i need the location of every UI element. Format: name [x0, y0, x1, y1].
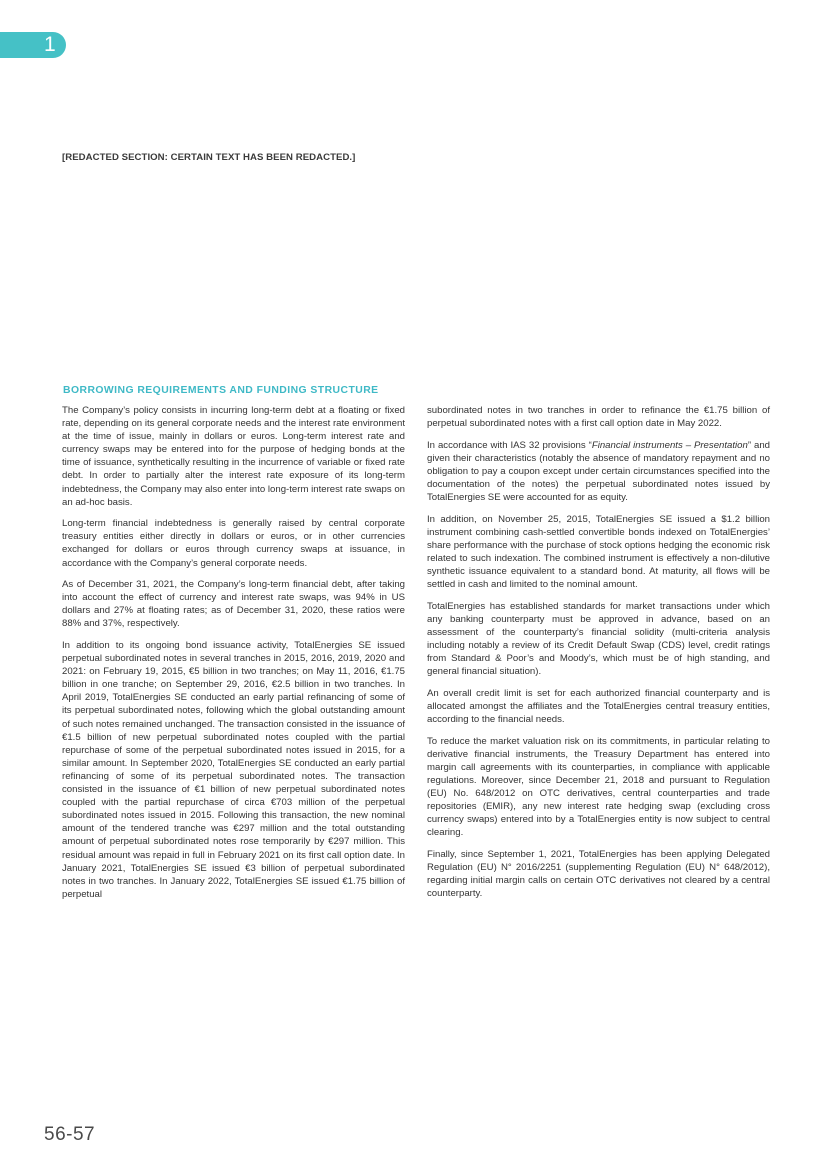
- paragraph: In addition to its ongoing bond issuance activity, TotalEnergies SE issued perpetual subordinated notes in several tranches in 2015, 2016, 2019, 2020 and 2021: on February 19, 2015, €5 billion in two tranches; on May 11, 2016, €1.75 billion in one tranche; on September 29, 2016, €2.5 billion in two tranches. In April 2019, TotalEnergies SE conducted an early partial refinancing of some of its perpetual subordinated notes, following which the global outstanding amount of such notes remained unchanged. The transaction consisted in the issuance of €1.5 billion of new perpetual subordinated notes coupled with the partial repurchase of some of the perpetual subordinated notes issued in 2015, for a similar amount. In September 2020, TotalEnergies SE conducted an early partial refinancing of some of its perpetual subordinated notes. The transaction consisted in the issuance of €1 billion of new perpetual subordinated notes coupled with the partial repurchase of circa €703 million of the perpetual subordinated notes issued in 2015. Following this transaction, the new nominal amount of the tendered tranche was €297 million and the total outstanding amount of perpetual subordinated notes rose temporarily by €297 million. This residual amount was repaid in full in February 2021 on its first call option date. In January 2021, TotalEnergies SE issued €3 billion of perpetual subordinated notes in two tranches. In January 2022, TotalEnergies SE issued €1.75 billion of perpetual: [62, 640, 405, 900]
- chapter-tab: [0, 32, 66, 58]
- page-number: 56-57: [44, 1124, 96, 1145]
- left-column: [62, 404, 405, 909]
- paragraph: As of December 31, 2021, the Company’s long-term financial debt, after taking into account the effect of currency and interest rate swaps, was 94% in US dollars and 27% at floating rates; as of December 31, 2020, these ratios were 88% and 37%, respectively.: [62, 579, 405, 630]
- ias32-before: In accordance with IAS 32 provisions “: [427, 439, 592, 451]
- paragraph: TotalEnergies has established standards for market transactions under which any banking counterparty must be approved in advance, based on an assessment of the counterparty’s financial solidity (multi-criteria analysis including notably a review of its Credit Default Swap (CDS) level, credit ratings from Standard & Poor’s and Moody’s, which must be of high standing, and general financial situation).: [427, 600, 770, 678]
- section-title: BORROWING REQUIREMENTS AND FUNDING STRUCTURE: [63, 385, 379, 396]
- paragraph: The Company’s policy consists in incurring long-term debt at a floating or fixed rate, depending on its general corporate needs and the interest rate environment at the time of issue, mainly in dollars or euros. Long-term interest rate and currency swaps may be entered into for the purpose of hedging bonds at the time of issuance, synthetically resulting in the incurrence of variable or fixed rate debt. In order to partially alter the interest rate exposure of its long-term indebtedness, the Company may also enter into long-term interest rate swaps on an ad-hoc basis.: [62, 405, 405, 508]
- paragraph: subordinated notes in two tranches in order to refinance the €1.75 billion of perpetual subordinated notes with a first call option date in May 2022.: [427, 405, 770, 430]
- ias32-after: ” and given their characteristics (notably the absence of mandatory repayment and no obligation to pay a coupon except under certain circumstances specified into the documentation of the notes) the perpetual subordinated notes issued by TotalEnergies SE were accounted for as equity.: [427, 439, 770, 504]
- redacted-notice: [REDACTED SECTION: CERTAIN TEXT HAS BEEN REDACTED.]: [62, 152, 356, 163]
- right-column: [427, 404, 770, 909]
- paragraph: In addition, on November 25, 2015, TotalEnergies SE issued a $1.2 billion instrument combining cash-settled convertible bonds indexed on TotalEnergies’ share performance with the purchase of stock options hedging the economic risk related to such indexation. The combined instrument is effectively a non-dilutive synthetic issuance equivalent to a standard bond. At maturity, all flows will be settled in cash and limited to the nominal amount.: [427, 513, 770, 591]
- paragraph: Finally, since September 1, 2021, TotalEnergies has been applying Delegated Regulation (EU) N° 2016/2251 (supplementing Regulation (EU) N° 648/2012), regarding initial margin calls on certain OTC derivatives not cleared by a central counterparty.: [427, 848, 770, 900]
- paragraph: To reduce the market valuation risk on its commitments, in particular relating to derivative financial instruments, the Treasury Department has entered into margin call agreements with its counterparties, in compliance with applicable regulations. Moreover, since December 21, 2018 and pursuant to Regulation (EU) No. 648/2012 on OTC derivatives, central counterparties and trade repositories (EMIR), any new interest rate hedging swap (excluding cross currency swaps) entered into by a TotalEnergies entity is now subject to central clearing.: [427, 735, 770, 839]
- paragraph-ias32: [427, 439, 770, 504]
- paragraph: An overall credit limit is set for each authorized financial counterparty and is allocated amongst the affiliates and the TotalEnergies central treasury entities, according to the financial needs.: [427, 687, 770, 725]
- chapter-number: 1: [44, 33, 56, 56]
- ias32-italic: Financial instruments – Presentation: [591, 439, 748, 451]
- paragraph: Long-term financial indebtedness is generally raised by central corporate treasury entities either directly in dollars or euros, or in other currencies exchanged for dollars or euros through currency swaps at issuance, in accordance with the Company’s general corporate needs.: [62, 518, 405, 569]
